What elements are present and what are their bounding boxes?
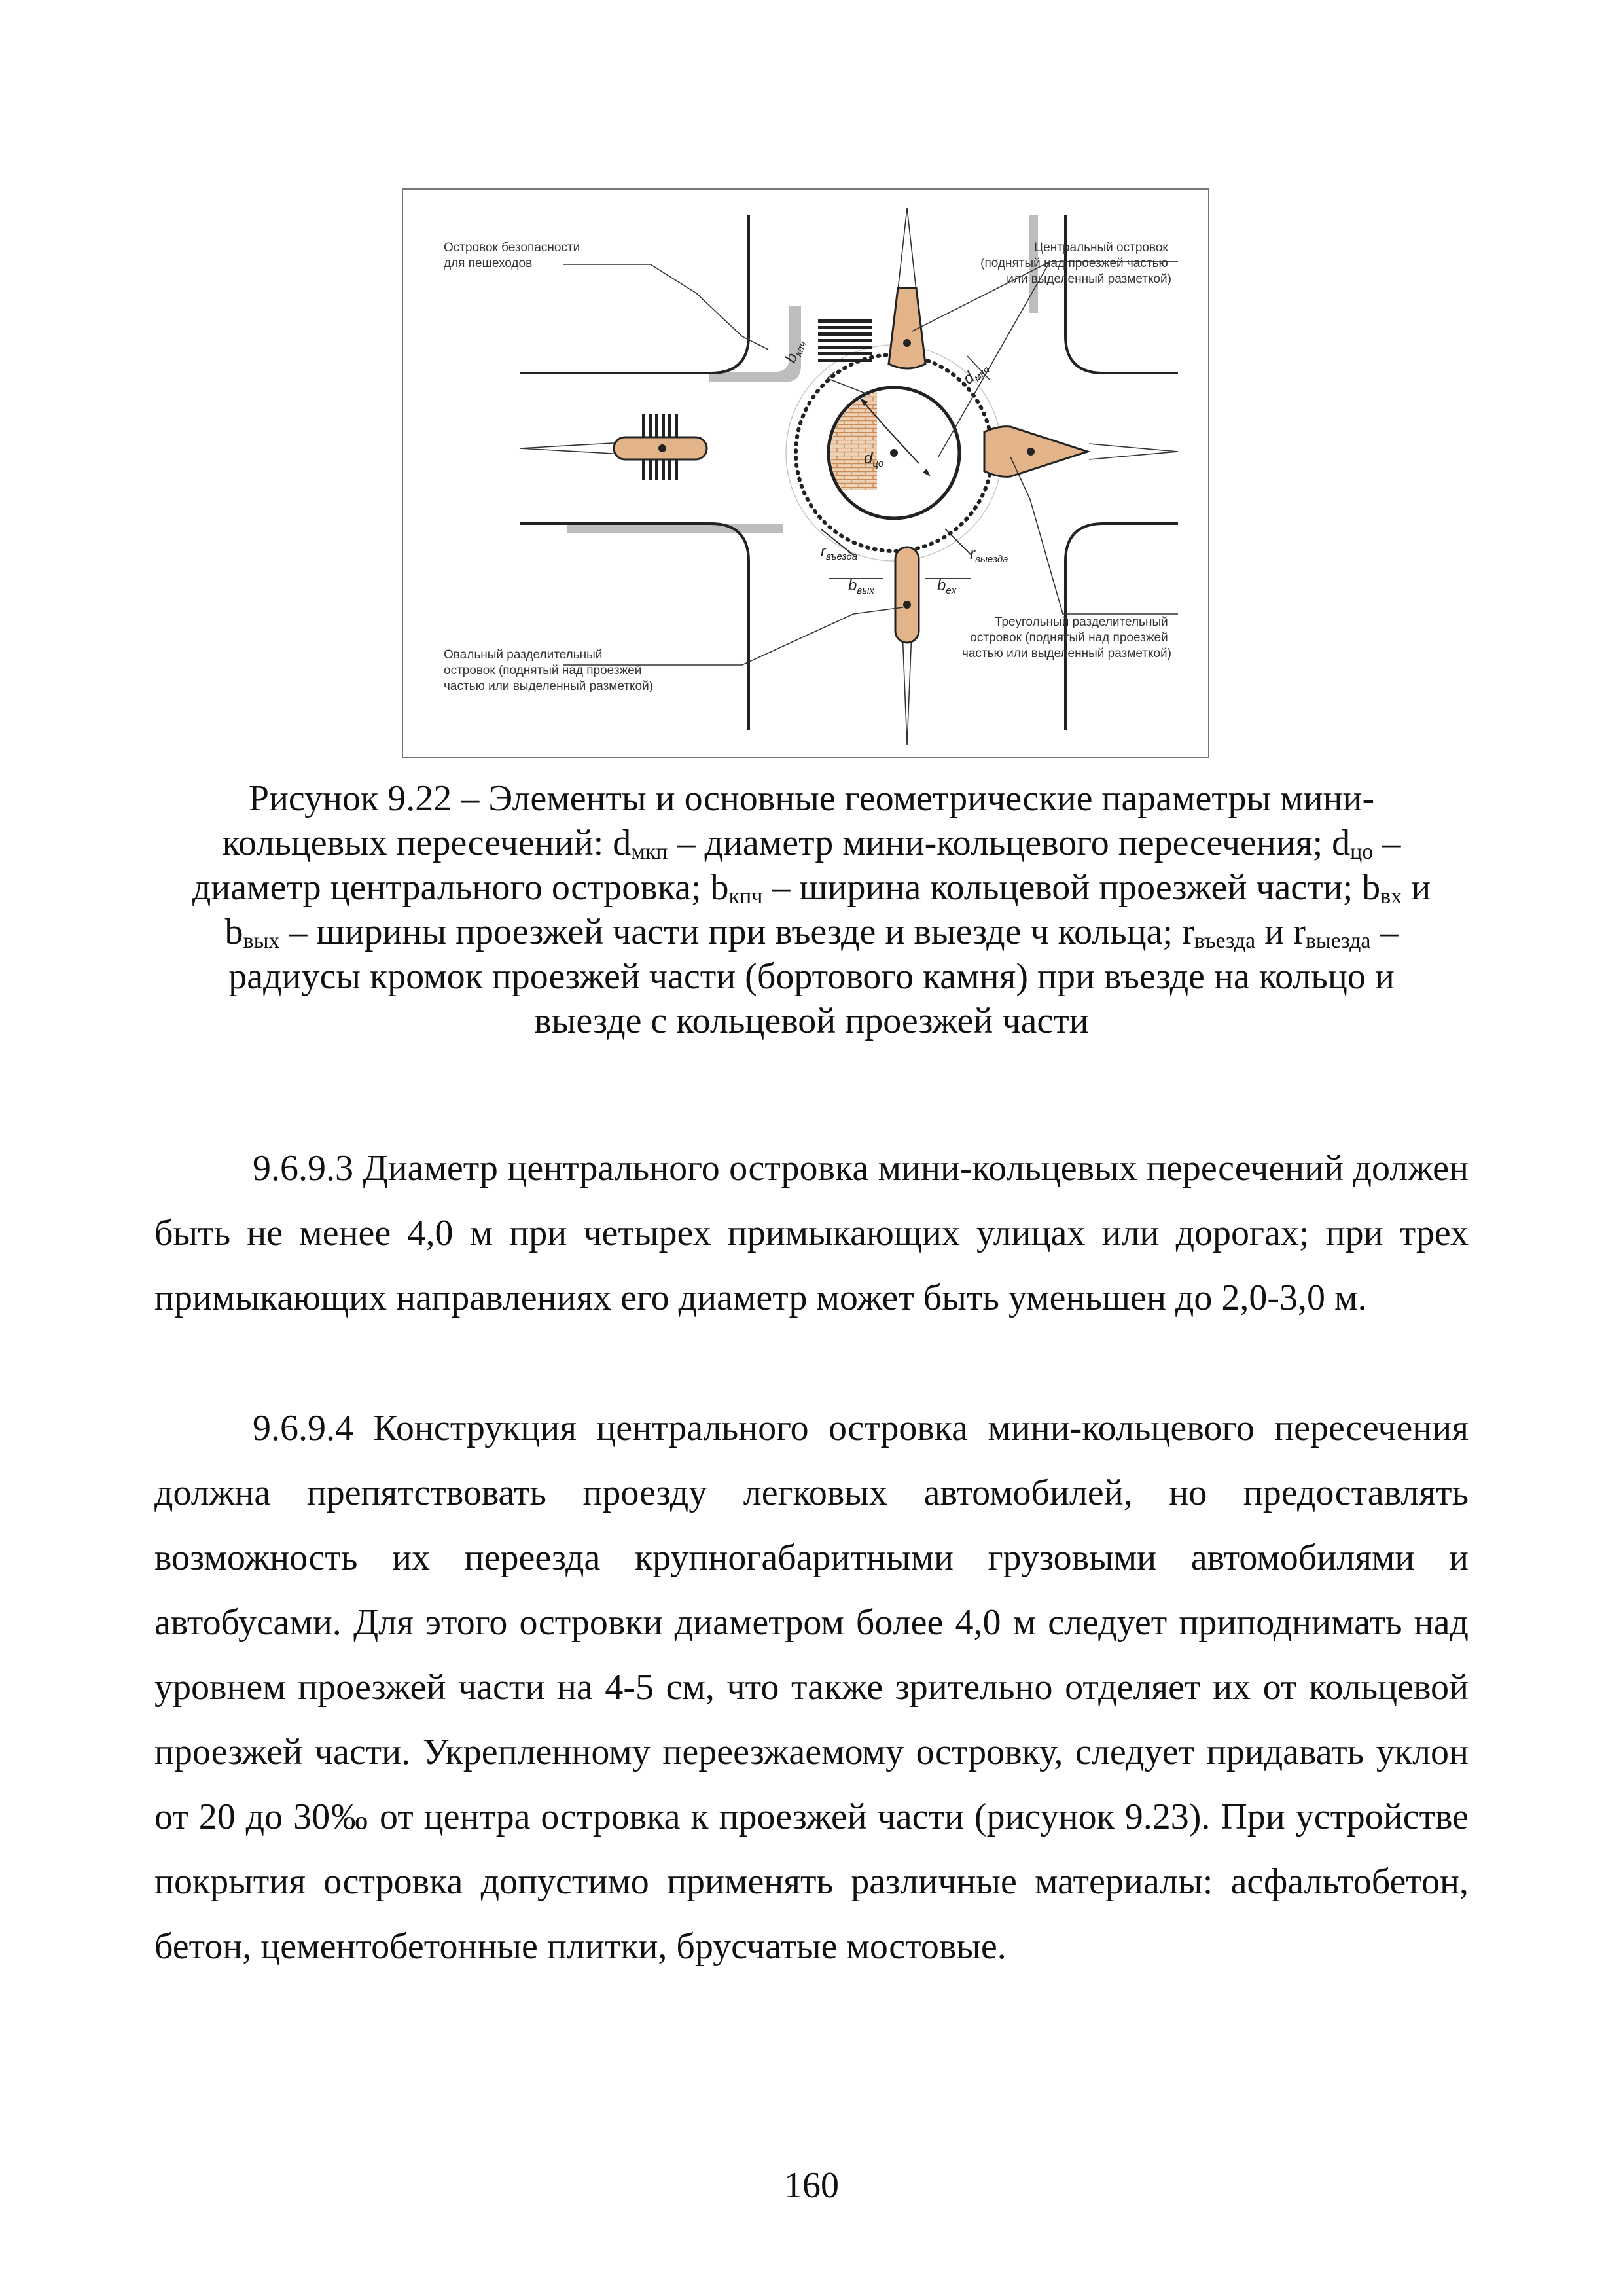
symbol-r-exit: $r_{выезда}$ (970, 545, 1008, 565)
label-central-island: Центральный островок (поднятый над проезжей частью или выделенный разметкой) (980, 241, 1171, 286)
symbol-d-co: $d_{цо}$ (864, 450, 884, 469)
symbol-r-entry: $r_{въезда}$ (821, 543, 858, 562)
page-number: 160 (784, 2165, 839, 2206)
symbol-d-mkp: $d_{мкп}$ (959, 364, 992, 388)
label-triangular-island: Треугольный разделительный островок (поднятый над проезжей частью или выделенный разметкой) (961, 615, 1171, 660)
label-oval-island: Овальный разделительный островок (поднятый над проезжей частью или выделенный разметкой) (444, 648, 654, 693)
figure-roundabout-diagram (402, 188, 1209, 758)
south-oval-island (895, 547, 919, 643)
symbol-b-kpch: $b_{кпч}$ (781, 340, 810, 366)
central-island (829, 387, 959, 518)
symbol-b-ex: $b_{ex}$ (937, 577, 957, 596)
paragraph-9-6-9-3: 9.6.9.3 Диаметр центрального островка мини-кольцевых пересечений должен быть не менее 4,0 м при четырех примыкающих улицах или дорогах; при трех примыкающих направлениях его диаметр может быть уменьшен до 2,0-3,0 м. (154, 1148, 1469, 1318)
west-oval-island (614, 437, 707, 459)
figure-caption: Рисунок 9.22 – Элементы и основные геометрические параметры мини- кольцевых пересечений: $d_{мкп}$ – диаметр мини-кольцевого пересечения; $d_{цо}$ – диаметр центрального островка; $b_{кпч}$ – ширина кольцевой проезжей части; $b_{вх}$ и $b_{вых}$ – ширины проезжей части при въезде и выезде ч кольца; $r_{въезда}$ и $r_{выезда}$ – радиусы кромок проезжей части (бортового камня) при въезде на кольцо и выезде с кольцевой проезжей части (192, 778, 1431, 1041)
symbol-b-vyh: $b_{вых}$ (848, 577, 874, 596)
label-pedestrian-island: Островок безопасности для пешеходов (444, 241, 580, 270)
paragraph-9-6-9-4: 9.6.9.4 Конструкция центрального островка мини-кольцевого пересечения должна препятствовать проезду легковых автомобилей, но предоставлять возможность их переезда крупногабаритными грузовыми автомобилями и автобусами. Для этого островки диаметром более 4,0 м следует приподнимать над уровнем проезжей части на 4-5 см, что также зрительно отделяет их от кольцевой проезжей части. Укрепленному переезжаемому островку, следует придавать уклон от 20 до 30‰ от центра островка к проезжей части (рисунок 9.23). При устройстве покрытия островка допустимо применять различные материалы: асфальтобетон, бетон, цементобетонные плитки, брусчатые мостовые. (154, 1408, 1469, 1967)
